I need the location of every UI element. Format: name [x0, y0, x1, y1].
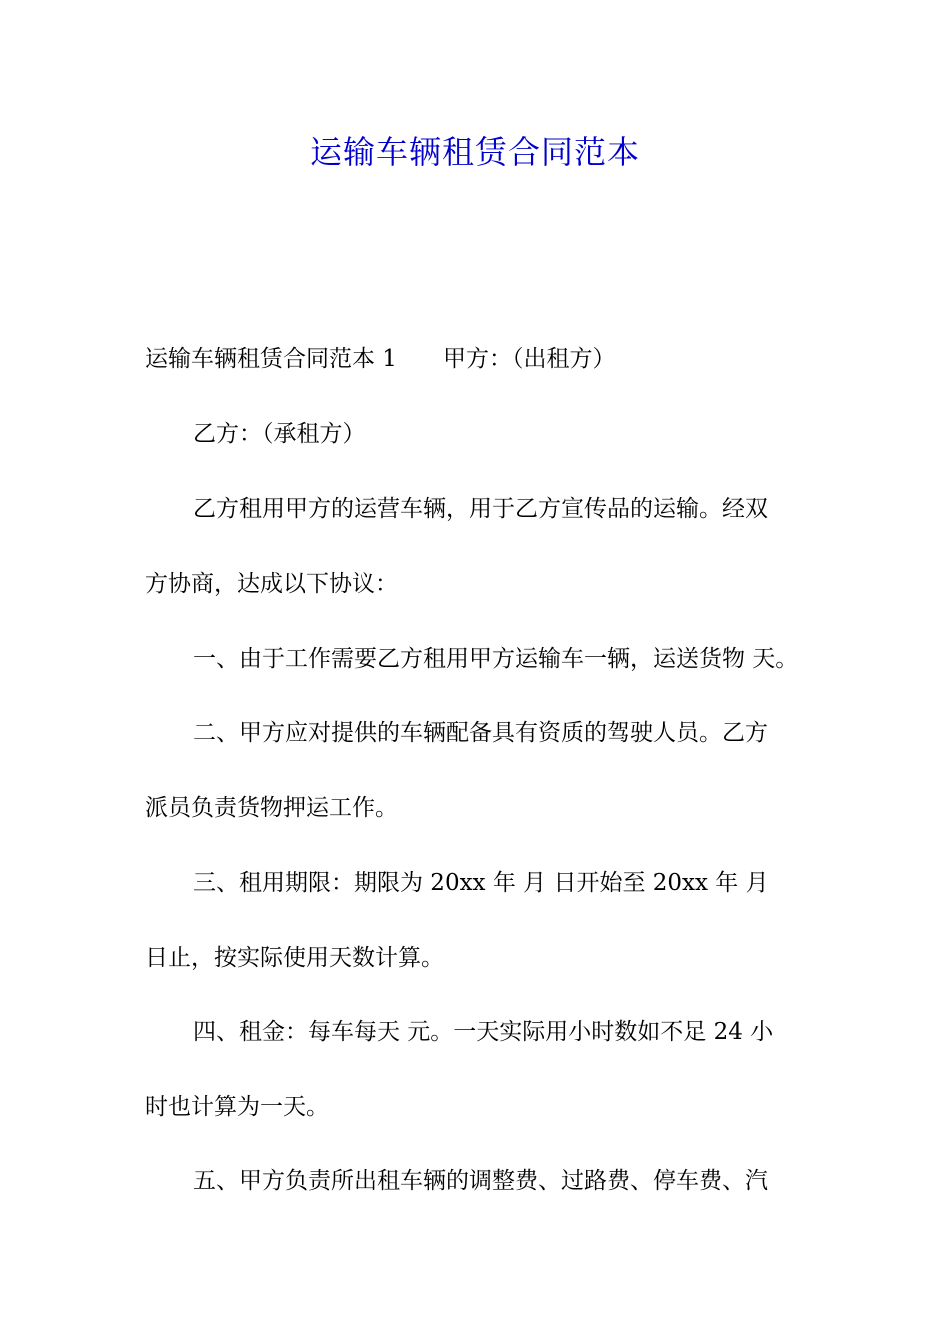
clause-2-line-1: 二、甲方应对提供的车辆配备具有资质的驾驶人员。乙方: [193, 720, 768, 746]
clause-5-line-1: 五、甲方负责所出租车辆的调整费、过路费、停车费、汽: [193, 1168, 768, 1194]
paragraph-line-3: 乙方租用甲方的运营车辆，用于乙方宣传品的运输。经双: [193, 496, 768, 522]
paragraph-line-1: 运输车辆租赁合同范本 1 甲方：（出租方）: [145, 346, 616, 372]
clause-3-line-2: 日止，按实际使用天数计算。: [145, 945, 444, 971]
document-title: 运输车辆租赁合同范本: [309, 133, 640, 171]
clause-4-line-1: 四、租金：每车每天 元。一天实际用小时数如不足 24 小: [193, 1019, 774, 1045]
clause-4-line-2: 时也计算为一天。: [145, 1094, 329, 1120]
paragraph-line-2: 乙方：（承租方）: [193, 421, 366, 447]
clause-3-line-1: 三、租用期限：期限为 20xx 年 月 日开始至 20xx 年 月: [193, 870, 769, 896]
clause-1: 一、由于工作需要乙方租用甲方运输车一辆，运送货物 天。: [193, 646, 799, 672]
clause-2-line-2: 派员负责货物押运工作。: [145, 795, 398, 821]
paragraph-line-4: 方协商，达成以下协议：: [145, 571, 398, 597]
